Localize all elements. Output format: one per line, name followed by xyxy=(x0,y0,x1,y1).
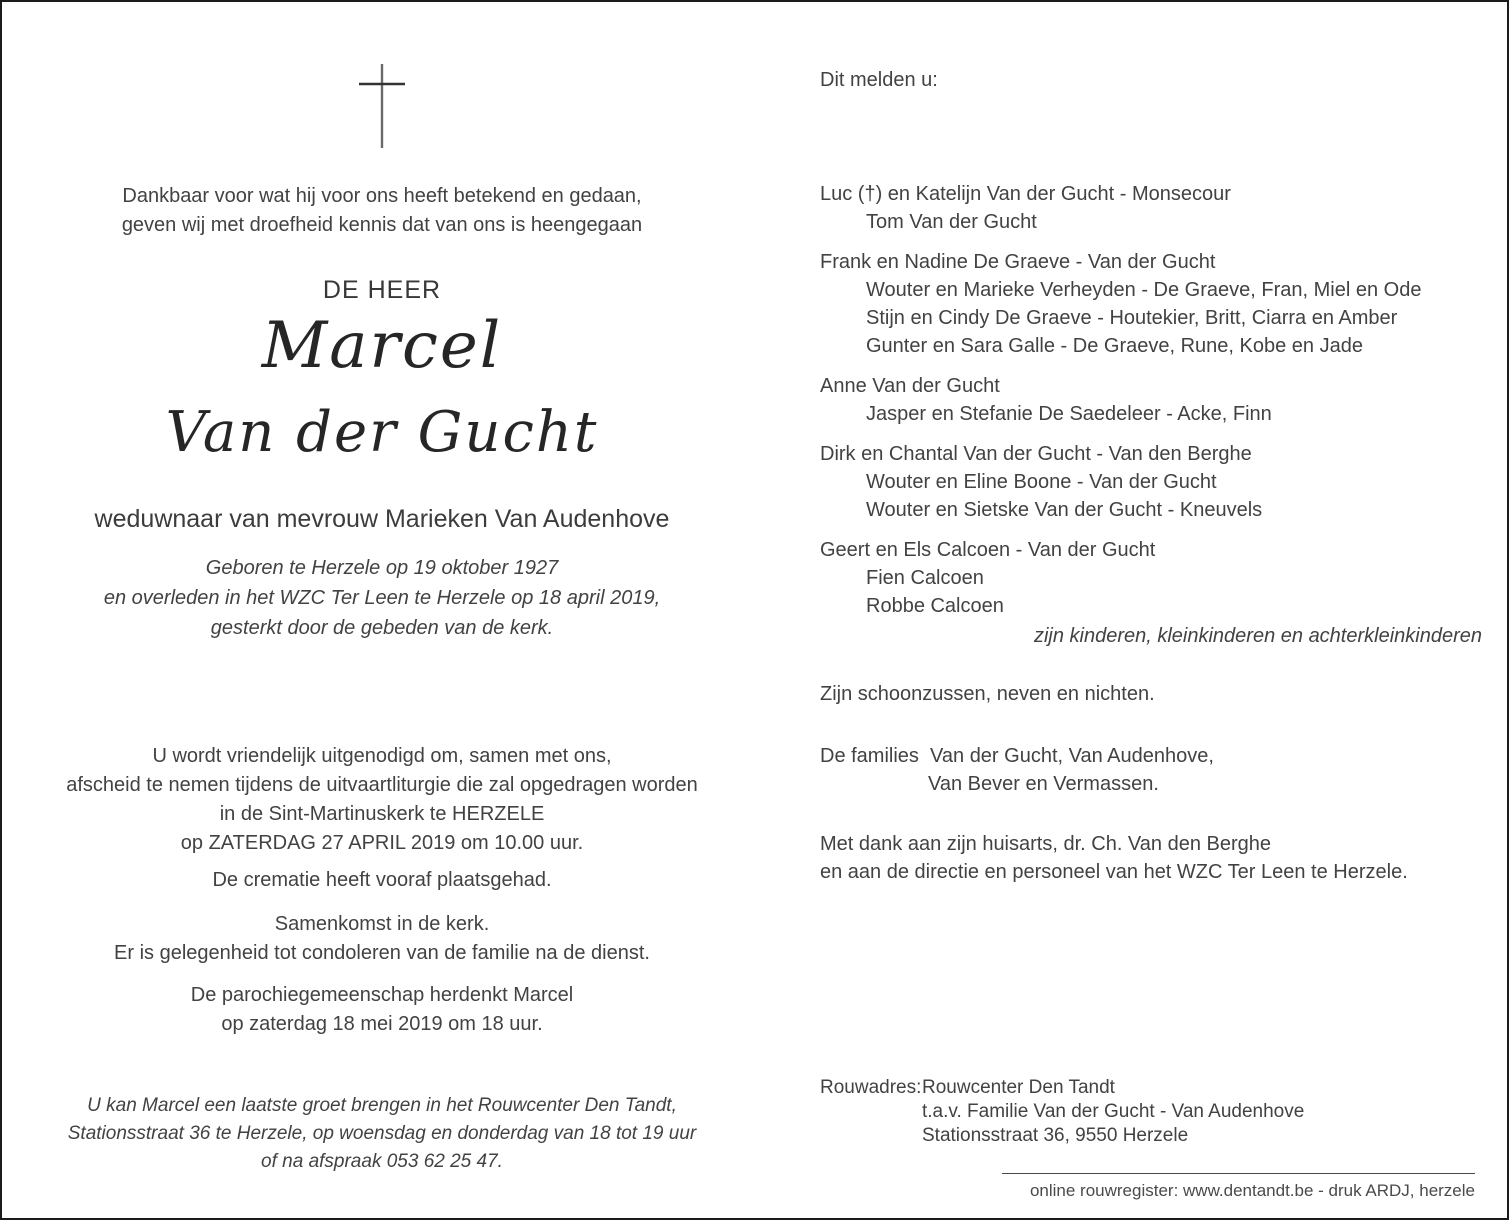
family-group-member: Robbe Calcoen xyxy=(866,595,1004,617)
deceased-first-name xyxy=(32,302,732,390)
family-group-member: Wouter en Eline Boone - Van der Gucht xyxy=(866,471,1217,493)
invitation-line: U wordt vriendelijk uitgenodigd om, samen met ons, xyxy=(152,745,612,767)
family-group xyxy=(820,180,1482,236)
honorific-text: DE HEER xyxy=(322,276,442,304)
gathering-line: Samenkomst in de kerk. xyxy=(274,913,490,935)
family-group-member: Fien Calcoen xyxy=(866,567,984,589)
parish-line: op zaterdag 18 mei 2019 om 18 uur. xyxy=(221,1013,543,1035)
life-dates-line: Geboren te Herzele op 19 oktober 1927 xyxy=(205,557,559,579)
family-group xyxy=(820,440,1482,524)
thanks-block xyxy=(820,830,1482,886)
gathering-block xyxy=(32,910,732,968)
family-group-head: Frank en Nadine De Graeve - Van der Gucht xyxy=(820,251,1216,273)
invitation-block xyxy=(32,742,732,858)
family-group-member: Gunter en Sara Galle - De Graeve, Rune, Kobe en Jade xyxy=(866,335,1363,357)
gathering-line: Er is gelegenheid tot condoleren van de familie na de dienst. xyxy=(114,942,650,964)
deceased-last-name-text: Van der Gucht xyxy=(165,400,599,465)
life-dates-line: en overleden in het WZC Ter Leen te Herzele op 18 april 2019, xyxy=(103,587,661,609)
mourning-address-label: Rouwadres: xyxy=(820,1077,922,1098)
invitation-line: in de Sint-Martinuskerk te HERZELE xyxy=(219,803,545,825)
visitation-line: U kan Marcel een laatste groet brengen in het Rouwcenter Den Tandt, xyxy=(87,1095,677,1116)
mourning-address-block xyxy=(820,1076,1482,1148)
announcement-heading xyxy=(820,66,1482,94)
intro-line: Dankbaar voor wat hij voor ons heeft betekend en gedaan, xyxy=(122,185,642,207)
honorific xyxy=(32,276,732,305)
parish-line: De parochiegemeenschap herdenkt Marcel xyxy=(190,984,574,1006)
thanks-line: Met dank aan zijn huisarts, dr. Ch. Van den Berghe xyxy=(820,833,1272,855)
families-line: De families Van der Gucht, Van Audenhove, xyxy=(820,745,1214,767)
cross-icon-container xyxy=(32,62,732,150)
life-dates-line: gesterkt door de gebeden van de kerk. xyxy=(210,617,554,639)
visitation-line: of na afspraak 053 62 25 47. xyxy=(261,1151,503,1172)
thanks-line: en aan de directie en personeel van het WZC Ter Leen te Herzele. xyxy=(820,861,1408,883)
family-group xyxy=(820,536,1482,620)
families-block xyxy=(820,742,1482,798)
parish-block xyxy=(32,981,732,1039)
descendants-note-text: zijn kinderen, kleinkinderen en achterkleinkinderen xyxy=(1033,625,1482,647)
family-group xyxy=(820,372,1482,428)
life-dates-block xyxy=(32,553,732,643)
inlaws-note-text: Zijn schoonzussen, neven en nichten. xyxy=(820,683,1155,705)
deceased-first-name-text: Marcel xyxy=(261,309,503,383)
invitation-line: afscheid te nemen tijdens de uitvaartliturgie die zal opgedragen worden xyxy=(66,774,698,796)
mourning-address-line: t.a.v. Familie Van der Gucht - Van Audenhove xyxy=(922,1101,1305,1122)
family-group-head: Geert en Els Calcoen - Van der Gucht xyxy=(820,539,1156,561)
family-group xyxy=(820,248,1482,360)
footer-note xyxy=(820,1181,1475,1201)
footer-divider xyxy=(1002,1173,1475,1174)
families-line: Van Bever en Vermassen. xyxy=(928,773,1159,795)
family-group-member: Wouter en Sietske Van der Gucht - Kneuvels xyxy=(866,499,1263,521)
visitation-line: Stationsstraat 36 te Herzele, op woensdag en donderdag van 18 tot 19 uur xyxy=(67,1123,697,1144)
mourning-address-lines xyxy=(922,1076,1304,1148)
descendants-note xyxy=(820,622,1509,650)
family-group-head: Dirk en Chantal Van der Gucht - Van den Berghe xyxy=(820,443,1252,465)
family-group-head: Luc (†) en Katelijn Van der Gucht - Monsecour xyxy=(820,183,1231,205)
family-group-head: Anne Van der Gucht xyxy=(820,375,1000,397)
mourning-address-line: Stationsstraat 36, 9550 Herzele xyxy=(922,1125,1189,1146)
family-group-member: Tom Van der Gucht xyxy=(866,211,1037,233)
mourning-address-line: Rouwcenter Den Tandt xyxy=(922,1077,1115,1098)
footer-note-text: online rouwregister: www.dentandt.be - druk ARDJ, herzele xyxy=(1029,1181,1475,1200)
relation-line xyxy=(32,505,732,534)
announcement-heading-text: Dit melden u: xyxy=(820,69,938,91)
cremation-note xyxy=(32,866,732,895)
intro-line: geven wij met droefheid kennis dat van ons is heengegaan xyxy=(121,214,643,236)
deceased-last-name xyxy=(32,394,732,472)
visitation-block xyxy=(32,1092,732,1176)
family-group-member: Stijn en Cindy De Graeve - Houtekier, Britt, Ciarra en Amber xyxy=(866,307,1398,329)
family-group-member: Jasper en Stefanie De Saedeleer - Acke, Finn xyxy=(866,403,1272,425)
relation-text: weduwnaar van mevrouw Marieken Van Audenhove xyxy=(94,505,670,533)
cross-icon xyxy=(357,62,407,150)
intro-block xyxy=(32,182,732,240)
cremation-text: De crematie heeft vooraf plaatsgehad. xyxy=(212,869,552,891)
inlaws-note xyxy=(820,680,1482,708)
family-group-member: Wouter en Marieke Verheyden - De Graeve, Fran, Miel en Ode xyxy=(866,279,1422,301)
invitation-line: op ZATERDAG 27 APRIL 2019 om 10.00 uur. xyxy=(180,832,584,854)
